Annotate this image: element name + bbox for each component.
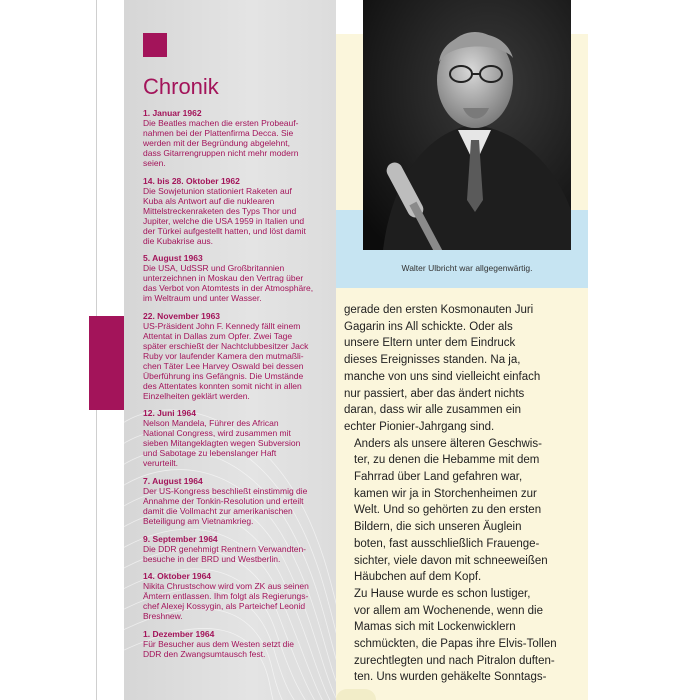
article-line: ten. Uns wurden gehäkelte Sonntags- xyxy=(354,671,547,684)
chronik-entry xyxy=(143,629,331,659)
chronik-title: Chronik xyxy=(143,74,219,99)
chronik-entry-line: des Attentates konnten somit nicht in allen xyxy=(143,380,302,391)
chronik-entry xyxy=(143,571,331,621)
chronik-entry-line: Kuba als Antwort auf die nuklearen xyxy=(143,195,275,206)
chronik-entry-line: National Congress, wird zusammen mit xyxy=(143,428,291,439)
chronik-entry-line: nahmen bei der Plattenfirma Decca. Sie xyxy=(143,128,294,138)
chronik-entry-line: Ruby vor laufender Kamera den mutmaßli- xyxy=(143,350,304,361)
chronik-entry-line: Die Beatles machen die ersten Probeauf- xyxy=(143,118,299,128)
chronik-entry-date: 1. Januar 1962 xyxy=(143,108,202,118)
chronik-entry-line: Ämtern entlassen. Ihm folgt als Regierungs- xyxy=(143,591,309,602)
page-bottom-decoration xyxy=(336,689,376,700)
article-line: Zu Hause wurde es schon lustiger, xyxy=(354,587,531,600)
chronik-entry-date: 12. Juni 1964 xyxy=(143,408,196,419)
chronik-entry-line: damit die Vollmacht zur amerikanischen xyxy=(143,505,293,516)
chronik-entry-line: später erschießt der Nachtclubbesitzer Jack xyxy=(143,340,309,351)
chronik-entry-date: 1. Dezember 1964 xyxy=(143,628,215,639)
chronik-list xyxy=(143,108,331,666)
chronik-entry-line: Der US-Kongress beschließt einstimmig die xyxy=(143,485,308,496)
chronik-entry-line: Attentat in Dallas zum Opfer. Zwei Tage xyxy=(143,330,293,341)
chronik-entry-line: chen Täter Lee Harvey Oswald bei dessen xyxy=(143,360,304,371)
chronik-entry xyxy=(143,311,331,401)
chronik-entry-line: chef Alexej Kossygin, als Parteichef Leonid xyxy=(143,601,306,612)
chronik-marker-square xyxy=(143,33,167,57)
article-line: unsere Eltern unter dem Eindruck xyxy=(344,337,516,350)
chronik-entry-date: 9. September 1964 xyxy=(143,533,218,544)
chronik-entry-line: Einzelheiten geklärt werden. xyxy=(143,390,250,401)
article-line: Bildern, die sich unseren Äuglein xyxy=(354,521,522,534)
chronik-entry xyxy=(143,534,331,564)
chronik-entry-line: Die USA, UdSSR und Großbritannien xyxy=(143,263,285,274)
article-line: Welt. Und so gehörten zu den ersten xyxy=(354,504,542,517)
chronik-entry xyxy=(143,108,331,168)
chronik-entry-date: 14. bis 28. Oktober 1962 xyxy=(143,175,240,186)
article-line: echter Pionier-Jahrgang sind. xyxy=(344,420,495,433)
chronik-entry-line: DDR den Zwangsumtausch fest. xyxy=(143,648,266,659)
article-line: manche von uns sind vielleicht einfach xyxy=(344,370,541,383)
chronik-entry-line: Breshnew. xyxy=(143,611,183,622)
chronik-entry xyxy=(143,408,331,468)
article-body xyxy=(344,302,576,686)
article-line: daran, dass wir alle zusammen ein xyxy=(344,404,522,417)
article-line: zurechtlegten und nach Pitralon duften- xyxy=(354,654,555,667)
chronik-entry-date: 14. Oktober 1964 xyxy=(143,571,212,582)
chronik-entry-line: verurteilt. xyxy=(143,458,178,469)
chronik-entry xyxy=(143,476,331,526)
chronik-entry-line: sieben Mitangeklagten wegen Subversion xyxy=(143,438,301,449)
article-line: kamen wir ja in Storchenheimen zur xyxy=(354,487,537,500)
chronik-entry-line: besuche in der BRD und Westberlin. xyxy=(143,553,281,564)
article-paragraph xyxy=(344,302,576,436)
article-line: Häubchen auf dem Kopf. xyxy=(354,571,482,584)
chronik-entry-line: das Verbot von Atomtests in der Atmosphäre, xyxy=(143,283,314,294)
chronik-entry-line: US-Präsident John F. Kennedy fällt einem xyxy=(143,320,301,331)
chronik-entry-line: Überführung ins Gefängnis. Die Umstände xyxy=(143,370,304,381)
chronik-entry-line: Annahme der Tonkin-Resolution und erteilt xyxy=(143,495,304,506)
chronik-entry-line: Für Besucher aus dem Westen setzt die xyxy=(143,638,295,649)
article-paragraph xyxy=(344,586,576,686)
chronik-entry-line: Die Sowjetunion stationiert Raketen auf xyxy=(143,185,292,196)
article-line: schmückten, die Papas ihre Elvis-Tollen xyxy=(354,638,557,651)
chronik-entry-line: und Sabotage zu lebenslanger Haft xyxy=(143,448,277,459)
portrait-illustration xyxy=(363,0,571,250)
article-line: gerade den ersten Kosmonauten Juri xyxy=(344,304,534,316)
article-line: Fahrrad über Land gefahren war, xyxy=(354,471,523,484)
chronik-entry-date: 5. August 1963 xyxy=(143,253,203,264)
chronik-entry-date: 22. November 1963 xyxy=(143,310,221,321)
side-tab-marker xyxy=(89,316,124,410)
chronik-entry-line: unterzeichnen in Moskau den Vertrag über xyxy=(143,273,304,284)
chronik-entry-line: der Türkei aufgestellt hatten, und löst damit xyxy=(143,225,306,236)
chronik-entry-line: Die DDR genehmigt Rentnern Verwandten- xyxy=(143,543,307,554)
chronik-entry-line: Mittelstreckenraketen des Typs Thor und xyxy=(143,205,297,216)
article-line: nur passiert, aber das ändert nichts xyxy=(344,387,525,400)
article-line: vor allem am Wochenende, wenn die xyxy=(354,604,544,617)
chronik-entry xyxy=(143,176,331,246)
chronik-entry-line: Beteiligung am Vietnamkrieg. xyxy=(143,515,254,526)
chronik-entry-line: dass Gitarrengruppen nicht mehr modern xyxy=(143,148,299,158)
ulbricht-photo xyxy=(363,0,571,250)
chronik-entry-line: Nikita Chrustschow wird vom ZK aus seinen xyxy=(143,581,309,592)
chronik-entry-line: Nelson Mandela, Führer des African xyxy=(143,418,279,429)
article-line: boten, fast ausschließlich Frauenge- xyxy=(354,537,540,550)
chronik-entry-line: werden mit der Begründung abgelehnt, xyxy=(143,138,290,148)
article-line: Anders als unsere älteren Geschwis- xyxy=(354,437,542,450)
article-line: dieses Ereignisses standen. Na ja, xyxy=(344,354,521,367)
article-line: Gagarin ins All schickte. Oder als xyxy=(344,320,513,333)
article-line: ter, zu denen die Hebamme mit dem xyxy=(354,454,540,467)
chronik-entry-line: Jupiter, welche die USA 1959 in Italien und xyxy=(143,215,305,226)
article-paragraph xyxy=(344,436,576,586)
chronik-entry-line: die Kubakrise aus. xyxy=(143,235,213,246)
photo-caption: Walter Ulbricht war allgegenwärtig. xyxy=(401,263,533,273)
chronik-entry-line: im Weltraum und unter Wasser. xyxy=(143,293,262,304)
article-line: Mamas sich mit Lockenwicklern xyxy=(354,621,516,634)
chronik-entry xyxy=(143,253,331,303)
article-line: sichter, viele davon mit schneeweißen xyxy=(354,554,548,567)
chronik-entry-line: seien. xyxy=(143,158,166,168)
chronik-entry-date: 7. August 1964 xyxy=(143,475,203,486)
